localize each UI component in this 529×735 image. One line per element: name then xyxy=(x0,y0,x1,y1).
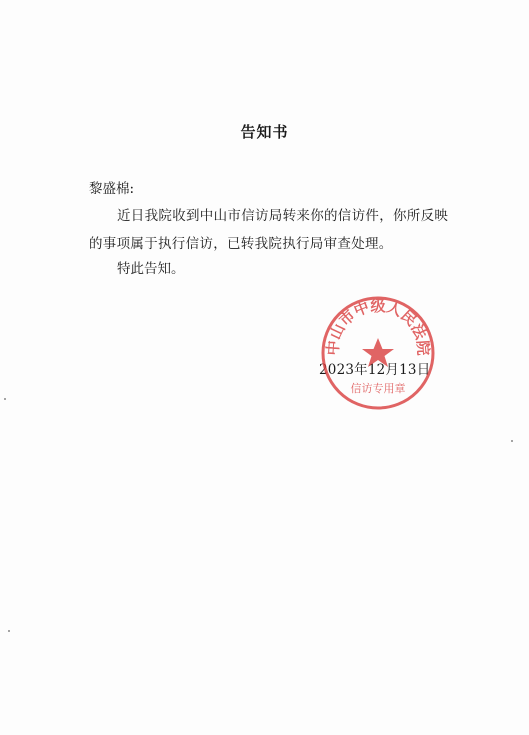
salutation: 黎盛棉: xyxy=(89,181,135,197)
body-paragraph: 近日我院收到中山市信访局转来你的信访件，你所反映的事项属于执行信访，已转我院执行局审查处理。 xyxy=(89,208,449,252)
scan-speck xyxy=(511,440,513,442)
closing-line: 特此告知。 xyxy=(117,261,185,277)
document-title: 告知书 xyxy=(240,123,289,141)
seal-icon xyxy=(319,294,437,412)
svg-text:信访专用章: 信访专用章 xyxy=(350,382,406,395)
official-seal xyxy=(319,294,437,412)
document-date: 2023年12月13日 xyxy=(319,362,431,378)
scan-speck xyxy=(8,630,10,632)
svg-text:中山市中级人民法院: 中山市中级人民法院 xyxy=(323,296,433,356)
scan-speck xyxy=(4,398,6,400)
